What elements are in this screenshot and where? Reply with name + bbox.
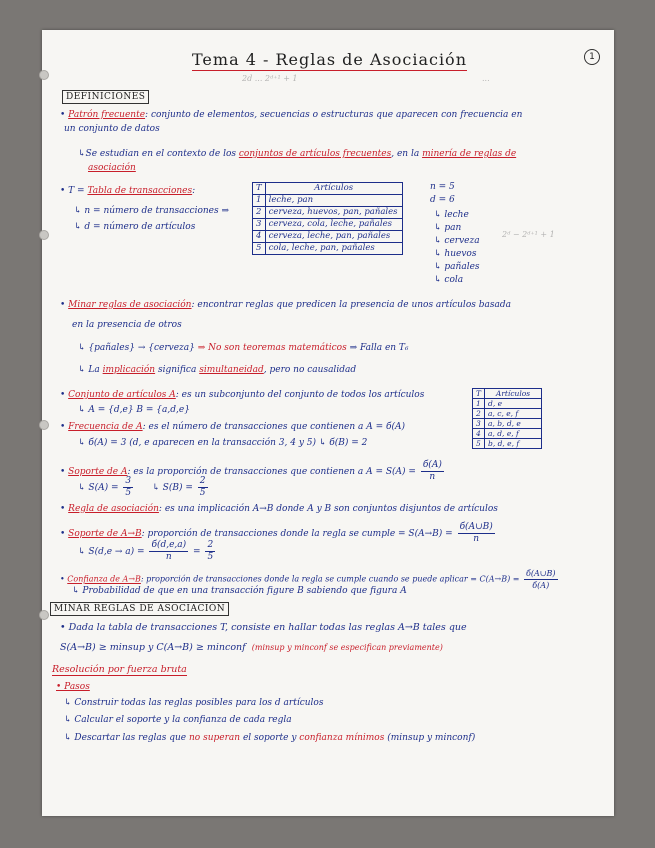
table-header-row [253,183,403,195]
table-row [253,195,403,207]
table-cell-items: cerveza, leche, pan, pañales [265,231,402,243]
pencil-ghost: ... [482,74,490,83]
table-row [253,243,403,255]
small-transactions-table [472,388,542,449]
confianza-line: • Confianza de A→B: proporción de transacciones donde la regla se cumple cuando se puede aplicar = C(A→B) = $\frac{б(A\cup B)}{б(A)}$ [60,569,556,590]
transactions-table [252,182,403,255]
table-cell-id: 5 [473,439,485,449]
table-cell-items: a, c, e, f [485,409,542,419]
soporte-line: • Soporte de A: es la proporción de transacciones que contienen a A = S(A) = $\frac{б(A)}{n}$ [60,460,442,482]
table-header-t: T [253,183,266,195]
patron-term: Patrón frecuente [68,110,146,120]
table-cell-id: 4 [253,231,266,243]
small-table-row [473,419,542,429]
estudian-line-2: asociación [88,163,136,173]
small-table-row [473,429,542,439]
item-entry: ↳ pan [434,223,462,233]
soporte-example: ↳ S(A) = $\frac{3}{5}$ ↳ S(B) = $\frac{2}{5}$ [78,476,206,498]
small-table-header-t: T [473,389,485,399]
table-cell-items: cerveza, huevos, pan, pañales [265,207,402,219]
soporte-ab-example: ↳ S(d,e → a) = $\frac{б(d,e,a)}{n}$ = $\frac{2}{5}$ [78,540,214,562]
soporte-ab-line: • Soporte de A→B: proporción de transacciones donde la regla se cumple = S(A→B) = $\frac{б(A\cup B)}{n}$ [60,522,493,544]
small-table-row [473,439,542,449]
table-header-articulos: Artículos [265,183,402,195]
table-cell-items: cola, leche, pan, pañales [265,243,402,255]
minar-line-2: S(A→B) ≥ minsup y C(A→B) ≥ minconf (minsup y minconf se especifican previamente) [60,642,443,653]
table-cell-id: 2 [473,409,485,419]
paso-1: ↳ Construir todas las reglas posibles para los d artículos [64,698,324,708]
table-cell-items: b, d, e, f [485,439,542,449]
patron-def: : conjunto de elementos, secuencias o estructuras que aparecen con frecuencia en [145,110,523,120]
paso-3: ↳ Descartar las reglas que no superan el soporte y confianza mínimos (minsup y minconf) [64,733,476,743]
n-value: n = 5 [430,182,455,192]
binder-hole [39,420,49,430]
table-cell-items: leche, pan [265,195,402,207]
section-heading-minar: MINAR REGLAS DE ASOCIACIÓN [50,602,229,616]
pencil-ghost: 2d ... 2ᵈ⁺¹ + 1 [242,74,298,83]
table-row [253,219,403,231]
conjunto-line: • Conjunto de artículos A: es un subconjunto del conjunto de todos los artículos [60,390,425,400]
mineria-example: ↳ {pañales} → {cerveza} ⇒ No son teoremas matemáticos ⇒ Falla en T₆ [78,343,409,353]
binder-hole [39,230,49,240]
mineria-line: • Minar reglas de asociación: encontrar reglas que predicen la presencia de unos artículos basada [60,300,511,310]
item-entry: ↳ cola [434,275,464,285]
table-cell-items: a, b, d, e [485,419,542,429]
frecuencia-line: • Frecuencia de A: es el número de transacciones que contienen a A = б(A) [60,422,406,432]
table-cell-id: 3 [473,419,485,429]
mineria-line-2: en la presencia de otros [72,320,182,330]
fuerza-bruta-heading: Resolución por fuerza bruta [52,664,187,675]
t-def-line: • T = Tabla de transacciones: [60,186,196,196]
d-value: d = 6 [430,195,455,205]
implicacion-line: ↳ La implicación significa simultaneidad, pero no causalidad [78,365,357,375]
patron-line: • Patrón frecuente: conjunto de elementos, secuencias o estructuras que aparecen con frecuencia en [60,110,523,120]
binder-hole [39,610,49,620]
small-table-header-row [473,389,542,399]
page-number: 1 [584,49,600,65]
table-row [253,231,403,243]
estudian-line: ↳Se estudian en el contexto de los conjuntos de artículos frecuentes, en la minería de reglas de [78,149,517,159]
d-definition: ↳ d = número de artículos [74,222,196,232]
table-cell-id: 1 [253,195,266,207]
small-table-header-articulos: Artículos [485,389,542,399]
notebook-page [42,30,614,816]
item-entry: ↳ leche [434,210,469,220]
table-cell-items: cerveza, cola, leche, pañales [265,219,402,231]
n-definition: ↳ n = número de transacciones ⇒ [74,206,230,216]
table-cell-id: 2 [253,207,266,219]
pasos-heading: • Pasos [56,682,90,692]
table-cell-id: 3 [253,219,266,231]
section-heading-definiciones: DEFINICIONES [62,90,149,104]
small-table-row [473,399,542,409]
binder-hole [39,70,49,80]
table-cell-id: 4 [473,429,485,439]
item-entry: ↳ huevos [434,249,477,259]
table-cell-id: 5 [253,243,266,255]
conjunto-example: ↳ A = {d,e} B = {a,d,e} [78,405,190,415]
minar-line-1: • Dada la tabla de transacciones T, consiste en hallar todas las reglas A→B tales que [60,622,467,633]
patron-line-2: un conjunto de datos [64,124,160,134]
regla-line: • Regla de asociación: es una implicación A→B donde A y B son conjuntos disjuntos de artículos [60,504,498,514]
pencil-ghost: 2ᵈ − 2ᵈ⁺¹ + 1 [502,230,555,239]
paso-2: ↳ Calcular el soporte y la confianza de cada regla [64,715,292,725]
table-cell-id: 1 [473,399,485,409]
item-entry: ↳ pañales [434,262,480,272]
table-cell-items: a, d, e, f [485,429,542,439]
table-cell-items: d, e [485,399,542,409]
confianza-prob: ↳ Probabilidad de que en una transacción figure B sabiendo que figura A [72,586,407,596]
small-table-row [473,409,542,419]
item-entry: ↳ cerveza [434,236,480,246]
table-row [253,207,403,219]
frecuencia-example: ↳ б(A) = 3 (d, e aparecen en la transacción 3, 4 y 5) ↳ б(B) = 2 [78,438,368,448]
page-title: Tema 4 - Reglas de Asociación [192,50,467,69]
